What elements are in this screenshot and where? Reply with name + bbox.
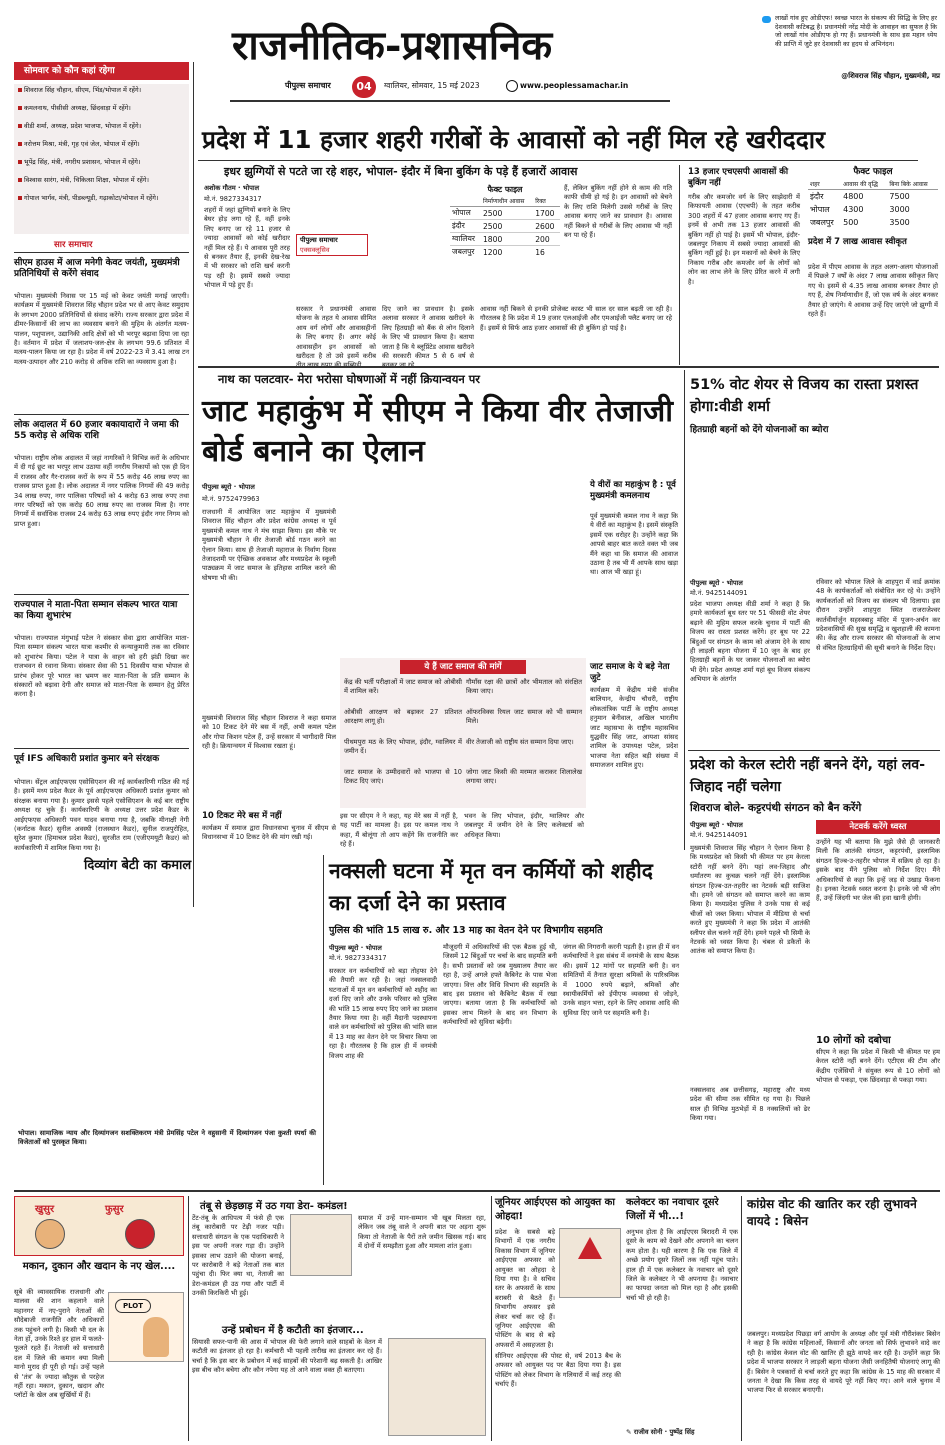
prabodhan-cartoon — [388, 1338, 486, 1436]
naxal-headline: नक्सली घटना में मृत वन कर्मियों को शहीद का दर्जा देने का प्रस्ताव — [329, 859, 653, 915]
table-row: इंदौर 2500 2600 — [450, 220, 560, 233]
comic-title-b: फुसुर — [105, 1204, 124, 1215]
plot-speech-bubble: PLOT — [115, 1299, 151, 1313]
naxal-col-1: सरकार वन कर्मचारियों को बड़ा तोहफा देने की तैयारी कर रही है। जहां नक्सलवादी घटनाओं में मृत वन कर्मचारियों को शहीद का दर्जा दिए जाने और उनके परिवार को पुलिस की भांति 15 लाख रुपए दिए जाने का प्रस्ताव तैयार किया गया है। वहीं मैदानी पदस्थापना वाले वन कर्मचारियों को पुलिस की भांति साल में 13 माह का वेतन देने पर विचार किया जा रहा है। गौरतलब है कि हाल ही में वनमंत्री विजय शाह की — [329, 967, 437, 1060]
comic-body: सूबे की व्यावसायिक राजधानी और मालवा की शान कहलाने वाले महानगर में नए-पुराने नेताओं की सौदेबाजी राजनीति और अधिकारों तक पहुंचने लगी है। किसी भी दल के नेता हों, उनके रिश्ते हर हाल में फलते-फूलते रहते हैं। नेताजी को सत्ताधारी दल में जिले की कमान क्या मिली मानो मुराद ही पूरी हो गई। उन्हें पहले से 'तंत्र' के ज्यादा कौतुक से परहेज नहीं रहा। मकान, दुकान, खदान और प्लॉटों के खेल अब सुर्खियों में हैं। — [14, 1288, 104, 1400]
schedule-item: नरोत्तम मिश्रा, मंत्री, गृह एवं जेल, भोपाल में रहेंगे। — [18, 140, 186, 158]
cartoon-figure-icon — [143, 1317, 169, 1357]
byline: पीपुल्स ब्यूरो · भोपाल — [690, 579, 743, 587]
naxal-col-3: जंगल की निगरानी करनी पड़ती है। हाल ही में वन कर्मचारियों ने इस संबंध में वनमंत्री के साथ बैठक की। इसमें 12 मांगों पर सहमति बनी है। वन समितियों में तैनात सुरक्षा श्रमिकों के पारिश्रमिक में 1000 रुपये बढ़ाने, श्रमिकों और स्थायीकर्मियों को ईपीएफ व्यवस्था से जोड़ने, उनके वाहन भत्ता, रहने के लिए आवास आदि की सुविधा दिए जाने पर सहमति बनी है। — [563, 943, 679, 1017]
divyang-photo — [18, 879, 316, 1127]
ten-arrested-head: 10 लोगों को दबोचा — [816, 1035, 891, 1046]
cm-portrait — [703, 14, 757, 86]
ahp-title: 13 हजार एचएसपी आवासों की बुकिंग नहीं — [688, 167, 789, 188]
divyang-feature — [14, 855, 320, 1185]
lead-col-4: हैं, लेकिन बुकिंग नहीं होने से काम की गति काफी धीमी हो गई है। इन आवासों को बेचने के लिए राशि मिलेगी उससे गरीबों के लिए आवास बनाए जाने का प्रावधान है। आवास नहीं बिकने से गरीबों के लिए आवास भी नहीं बन पा रहे हैं। — [564, 184, 672, 240]
jat-col-1b: मुख्यमंत्री शिवराज सिंह चौहान शिवराज ने कहा समाज को 10 टिकट देने मेरे बस में नहीं, अभी कमल पटेल और गोपा किशन पटेल हैं, उन्हें सरकार में भागीदारी मिल रही है। क्रियान्वयन में विश्वास रखता हूं। — [202, 714, 336, 751]
plot-cartoon — [108, 1292, 184, 1362]
bisen-headline: कांग्रेस वोट की खातिर कर रही लुभावने वायदे : बिसेन — [747, 1197, 917, 1228]
story-body: भोपाल। राज्यपाल मंगुभाई पटेल ने संस्कार सेवा द्वारा आयोजित माता-पिता सम्मान संकल्प भारत यात्रा कश्मीर से कन्याकुमारी तक का रविवार को शुभारंभ किया। पटेल ने यात्रा के वाहन को हरी झंडी दिखा कर राजभवन से रवाना किया। संस्कार सेवा की 51 दिवसीय यात्रा भोपाल से प्रारंभ होकर पूरे भारत का भ्रमण कर माता-पिता के प्रति सम्मान के संस्कारों को बढ़ावा देगी और समाज को माता-पिता के सम्मान हेतु प्रेरित करना है। — [14, 634, 189, 699]
tambu-sub-body: सियासी सफर-पानी की आस में भोपाल की फेरी लगाने वाले साहबों के वेतन में कटौती का इंतजार हो रहा है। कर्मचारी भी पहली तारीख का इंतजार कर रहे हैं। चर्चा है कि इस बार के प्रबोधन में कई साहबों की परेशानी बढ़ सकती है। आखिर इस बीच कौन बचेगा और कौन नपेगा यह तो आने वाला वक्त ही बताएगा। — [192, 1338, 382, 1375]
schedule-item: भूपेंद्र सिंह, मंत्री, नगरीय प्रशासन, भोपाल में रहेंगे। — [18, 158, 186, 176]
lead-col-5: आवास नहीं बिकने से इनकी प्रोजेक्ट कास्ट भी साल दर साल बढ़ती जा रही है। गौरतलब है कि प्रदेश में 19 हजार एलआईजी और एमआईजी फ्लैट बनाए जा रहे हैं। इसमें से सिर्फ आठ हजार आवासों की ही बुकिंग हो पाई है। — [480, 305, 672, 332]
byline-mobile: मो.नं. 9752479963 — [202, 495, 260, 503]
table-row: शहर आवास की वृद्धि बिना बिके आवास — [808, 179, 938, 190]
schedule-item: गोपाल भार्गव, मंत्री, पीडब्ल्यूडी, गढ़ाकोटा/भोपाल में रहेंगे। — [18, 194, 186, 212]
network-body: उन्होंने यह भी बताया कि मुझे जैसे ही जानकारी मिली कि आतंकी संगठन, कट्टरपंथी, इस्लामिक संगठन हिज्ब-उ-तहरीर भोपाल में सक्रिय हो रहा है। इसके बाद मैंने पुलिस को निर्देश दिए। मैंने अधिकारियों से कहा कि इन्हें जड़ से उखाड़ फेंकना है। इनका नेटवर्क ध्वस्त करना है। इनके जो भी लोग हैं, उन्हें जिंदगी भर जेल की हवा खानी होगी। — [816, 838, 940, 903]
cartoon-face-icon — [35, 1219, 65, 1249]
kamalnath-quote-head: ये वीरों का महाकुंभ है : पूर्व मुख्यमंत्री कमलनाथ — [590, 480, 676, 501]
demand-item: जाट समाज के उम्मीदवारों को भाजपा से 10 टिकट दिए जाएं। — [344, 768, 462, 786]
vd-body: प्रदेश भाजपा अध्यक्ष वीडी शर्मा ने कहा है कि हमारे कार्यकर्ता बूथ स्तर पर 51 फीसदी वोट शेयर बढ़ाने की मुहिम सफल करके चुनाव में पार्टी की विजय का रास्ता प्रशस्त करेंगे। हर बूथ पर 22 बिंदुओं पर संगठन के काम को अंजाम देने के साथ ही लाड़ली बहना योजना में 10 जून के बाद हर हितग्राही बहनों के घर जाकर योजनाओं का ब्योरा भी देंगे। प्रदेश अध्यक्ष शर्मा यहां बूथ विजय संकल्प अभियान के अंतर्गत — [690, 600, 810, 684]
globe-icon — [506, 80, 518, 92]
ias-column — [495, 1196, 621, 1441]
demand-item: केंद्र की भर्ती परीक्षाओं में जाट समाज को ओबीसी में शामिल करें। — [344, 678, 462, 696]
arrow-up-icon — [578, 1237, 602, 1259]
table-row: भोपाल 4300 3000 — [810, 205, 910, 214]
cartoon-face-icon — [125, 1219, 155, 1249]
story-body: भोपाल। राष्ट्रीय लोक अदालत में जहां नागरिकों ने विभिन्न करों के अधिभार में दी गई छूट का भरपूर लाभ उठाया वहीं नगरीय निकायों को एक ही दिन में राजस्व और गैर-राजस्व करों के रूप में 55 करोड़ 46 लाख रुपए का राजस्व प्राप्त हुआ है। लोक अदालत में नगर पालिक निगमों की 49 करोड़ 34 लाख रुपए, नगर पालिका परिषदों को 4 करोड़ 63 लाख रुपए तथा नगर परिषदों को एक करोड़ 60 लाख रुपए का राजस्व मिला है। नगर निगमों में सर्वाधिक राजस्व 24 करोड़ 63 लाख रुपए इंदौर नगर निगम को प्राप्त हुआ। — [14, 454, 189, 528]
story-headline: सीएम हाउस में आज मनेगी केवट जयंती, मुख्यमंत्री प्रतिनिधियों से करेंगे संवाद — [14, 258, 180, 279]
naxal-subhead: पुलिस की भांति 15 लाख रु. और 13 माह का वेतन देने पर विभागीय सहमति — [329, 925, 603, 936]
demands-title: ये हैं जाट समाज की मांगें — [400, 660, 526, 674]
vd-headline: 51% वोट शेयर से विजय का रास्ता प्रशस्त होगा:वीडी शर्मा — [690, 377, 919, 415]
tweet-author: @शिवराज सिंह चौहान, मुख्यमंत्री, मप्र — [841, 72, 940, 80]
section-title: राजनीतिक-प्रशासनिक — [232, 22, 553, 69]
growth-arrow-cartoon — [559, 1228, 621, 1298]
lead-col-1: शहरों में जहां झुग्गियों बनाने के लिए बेघर होड़ लगा रहे हैं, वहीं इनके लिए बनाए जा रहे 11 हजार से ज्यादा आवासों को कोई खरीदार नहीं मिल रहे हैं। ये आवास पूरी तरह से बनकर तैयार हैं, इनकी देख-रेख में भी सरकार को राशि खर्च करनी पड़ रही है। इसमें सबसे ज्यादा भोपाल में पड़े हुए हैं। — [204, 206, 290, 290]
comic-column — [14, 1196, 184, 1441]
table-row: ग्वालियर 1800 200 — [450, 233, 560, 246]
paper-name: पीपुल्स समाचार — [285, 81, 331, 90]
kerala-body-2: नक्सलवाद अब छत्तीसगढ़, महाराष्ट्र और मध्य प्रदेश की सीमा तक सीमित रह गया है। पिछले साल ही विभिन्न मुठभेड़ों में 8 नक्सलियों को ढेर किया गया। — [690, 1086, 810, 1123]
ahp-fact-table — [808, 165, 938, 235]
network-label: नेटवर्क करेंगे ध्वस्त — [816, 820, 940, 834]
schedule-item: शिवराज सिंह चौहान, सीएम, भिंड/भोपाल में रहेंगे। — [18, 86, 186, 104]
vd-body-2: रविवार को भोपाल जिले के शाहपुरा में वार्ड क्रमांक 48 के कार्यकर्ताओं को संबोधित कर रहे थे। उन्होंने कार्यकर्ताओं को विजय का संकल्प भी दिलाया। इस दौरान उन्होंने शाहपुरा स्थित राजराजेश्वर कार्तवीर्यार्जुन सहस्त्रबाहु मंदिर में पूजन-अर्चन कर प्रदेशवासियों की सुख समृद्धि व खुशहाली की कामना की। केंद्र और राज्य सरकार की योजनाओं के लाभ से वंचित हितग्राहियों की सूची बनाने के निर्देश दिए। — [816, 578, 940, 652]
byline: पीपुल्स ब्यूरो · भोपाल — [690, 821, 743, 829]
leaders-body: कार्यक्रम में केंद्रीय मंत्री संजीव बालियान, केन्द्रीय चौधरी, राष्ट्रीय लोकतांत्रिक पार्टी के राष्ट्रीय अध्यक्ष हनुमान बेनीवाल, अखिल भारतीय जाट महासभा के राष्ट्रीय महासचिव युद्धवीर सिंह जाट, आयशा सांसद शामिल के उपाध्यक्ष पटेल, प्रदेश भाजपा नेता सहित बड़ी संख्या में समाजजन शामिल हुए। — [590, 686, 678, 770]
lead-fact-table — [450, 184, 560, 302]
demand-item: ऑफरविक्स रियल जाट समाज को भी सम्मान मिले। — [466, 708, 582, 726]
table-row: जबलपुर 500 3500 — [810, 218, 910, 227]
dateline: ग्वालियर, सोमवार, 15 मई 2023 — [384, 81, 480, 90]
ahp-box — [684, 165, 939, 365]
ten-arrested-body: सीएम ने कहा कि प्रदेश में किसी भी कीमत पर हम केरल स्टोरी नहीं बनने देंगे। एटीएस की टीम और केंद्रीय एजेंसियों ने संयुक्त रूप से 10 लोगों को भोपाल से पकड़ा, एक छिंदवाड़ा से पकड़ा गया। — [816, 1048, 940, 1085]
exclusive-tag-paper: पीपुल्स समाचार — [300, 236, 338, 244]
bisen-column — [745, 1196, 940, 1441]
byline-mobile: मो.नं. 9425144091 — [690, 831, 748, 839]
demand-item: गौमाँस रक्षा की छात्रों और भीमताल को संरक्षित किया जाए। — [466, 678, 582, 696]
divyang-caption: भोपाल। सामाजिक न्याय और दिव्यांगजन सशक्तिकरण मंत्री प्रेमसिंह पटेल ने वहुसानी में दिव्यांगजन पंजा कुश्ती स्पर्धा की विजेताओं को पुरस्कृत किया। — [18, 1129, 316, 1147]
exclusive-tag-label: एक्सक्लूसिव — [300, 246, 330, 254]
demand-item: ओबीसी आरक्षण को बढ़ाकर 27 प्रतिशत आरक्षण लागू हो। — [344, 708, 462, 726]
naxal-col-2: मौजूदगी में अधिकारियों की एक बैठक हुई थी, जिसमें 12 बिंदुओं पर चर्चा के बाद सहमति बनी है। सभी प्रस्तावों को जब मुख्यालय तैयार कर रहा है, उन्हें अगले हफ्ते कैबिनेट के पास भेजा जाएगा। वित्त और विधि विभाग की सहमति के बाद इस प्रस्ताव को कैबिनेट बैठक में रखा जाएगा। बताया जाता है कि कर्मचारियों को इसका लाभ मिलने के बाद वन विभाग के कर्मचारियों को सुविधा बढ़ेगी। — [443, 943, 557, 1027]
collector-headline: कलेक्टर का नवाचार दूसरे जिलों में भी...! — [626, 1197, 719, 1222]
byline-mobile: मो.नं. 9827334317 — [204, 195, 262, 203]
jat-col-3b: भवन के लिए भोपाल, इंदौर, ग्वालियर और जबलपुर में जमीन देने के लिए कलेक्टर्स को अधिकृत किया। — [464, 812, 584, 839]
ahp-sub-headline: प्रदेश में 7 लाख आवास स्वीकृत — [808, 237, 907, 247]
lead-col-2: सरकार ने प्रधानमंत्री आवास योजना के तहत ये आवास सीमित आय वर्ग लोगों और आवासहीनों के लिए बनाए हैं। अगर कोई आवासहीन इन आवासों को खरीदता है तो उसे इसमें करीब — [296, 305, 376, 361]
schedule-item: विश्वास सारंग, मंत्री, चिकित्सा शिक्षा, भोपाल में रहेंगे। — [18, 176, 186, 194]
vd-subhead: हितग्राही बहनों को देंगे योजनाओं का ब्योरा — [690, 425, 829, 435]
jat-story — [198, 370, 680, 850]
table-row: जबलपुर 1200 16 — [452, 247, 545, 257]
page-number: 04 — [352, 76, 376, 98]
lead-subhead: इधर झुग्गियों से पटते जा रहे शहर, भोपाल- इंदौर में बिना बुकिंग के पड़े हैं हजारों आवास — [224, 165, 578, 178]
twitter-icon — [762, 16, 771, 23]
ahp-table — [808, 179, 938, 229]
story-body: भोपाल। मुख्यमंत्री निवास पर 15 मई को केवट जयंती मनाई जाएगी। कार्यक्रम में मुख्यमंत्री शिवराज सिंह चौहान प्रदेश भर से आए केवट समुदाय के लगभग 2000 प्रतिनिधियों से संवाद करेंगे। राज्य सरकार द्वारा प्रदेश में ढीमर-किसानों की लाभ का व्यवसाय बनाने की मुहिम के अंतर्गत मत्स्य-पालन, पशुपालन, उद्यानिकी आदि क्षेत्रों को भी भरपूर बढ़ावा दिया जा रहा है। वर्तमान में प्रदेश में जलाशय-जल-क्षेत्र के लगभग 99.6 प्रतिशत में मत्स्य-पालन किया जा रहा है। प्रदेश में वर्ष 2022-23 में 3.41 लाख टन मत्स्य-उत्पादन और 210 करोड़ से अधिक राशि का व्यवसाय हुआ है। — [14, 292, 189, 366]
byline: पीपुल्स ब्यूरो · भोपाल — [329, 944, 382, 952]
ias-body: प्रदेश के सबसे बड़े विभागों में एक नगरीय विकास विभाग में जूनियर आईएएस अफसर को आयुक्त का ओहदा दे दिया गया है। वे सचिव स्तर के अफसरों के साथ बराबरी से बैठते हैं। विभागीय अफसर इसे लेकर चर्चा कर रहे हैं। जूनियर आईएएस की पोस्टिंग के बाद से बड़े अफसरों में असहजता है। — [495, 1228, 555, 1349]
demand-item: जोगा जाट किसी की मरम्मत कराकर शिलालेख लगाया जाए। — [466, 768, 582, 786]
story-headline: लोक अदालत में 60 हजार बकायादारों ने जमा की 55 करोड़ से अधिक राशि — [14, 420, 179, 441]
byline: पीपुल्स ब्यूरो · भोपाल — [202, 483, 255, 491]
kerala-subhead: शिवराज बोले- कट्टरपंथी संगठन को बैन करेंगे — [690, 802, 862, 814]
jat-sub-10-tickets: 10 टिकट मेरे बस में नहीं — [202, 811, 282, 821]
divyang-title: दिव्यांग बेटी का कमाल — [84, 858, 192, 873]
kerala-story — [688, 754, 940, 1199]
table-row: निर्माणाधीन आवास रिक्त — [450, 196, 560, 207]
sar-samachar-label: सार समाचार — [54, 240, 93, 250]
jat-col-2b: इस पर सीएम ने ने कहा, यह मेरे बस में नहीं है, यह पार्टी का मामला है। इस पर कमल नाथ ने कहा, मैं बोलूंगा तो आप कहेंगे कि राजनीति कर रहे हैं। — [340, 812, 458, 849]
exclusive-tag — [296, 234, 368, 256]
jat-event-photo — [340, 480, 586, 655]
tambu-sub-headline: उन्हें प्रबोधन में है कटौती का इंतजार... — [222, 1325, 364, 1336]
jat-headline: जाट महाकुंभ में सीएम ने किया वीर तेजाजी बोर्ड बनाने का ऐलान — [202, 394, 674, 469]
schedule-item: वीडी शर्मा, अध्यक्ष, प्रदेश भाजपा, भोपाल में रहेंगे। — [18, 122, 186, 140]
naxal-story — [327, 855, 681, 1185]
ahp-sub-body: प्रदेश में पीएम आवास के तहत अलग-अलग योजनाओं में पिछले 7 वर्षों के अंदर 7 लाख आवास स्वीकृत किए गए थे। इसमें से 4.35 लाख आवास बनकर तैयार हो गए हैं, शेष निर्माणाधीन हैं, जो एक वर्ष के अंदर बनकर तैयार हो जाएंगे। ये आवास उन्हें दिए जाएंगे जो झुग्गी में रहते हैं। — [808, 263, 938, 319]
cm-tweet: लाखों गांव हुए ओडीएफ! स्वच्छ भारत के संकल्प की सिद्धि के लिए हर देशवासी कटिबद्ध है। प्रधानमंत्री नरेंद्र मोदी के आवाहन का सुफल है कि जो लाखों गांव ओडीएफ हो गए हैं। प्रधानमंत्री के साथ इस महान ध्येय की प्राप्ति में जुटे हर देशवासी का हृदय से अभिनंदन। — [775, 14, 937, 48]
bisen-body: जबलपुर। मध्यप्रदेश पिछड़ा वर्ग आयोग के अध्यक्ष और पूर्व मंत्री गौरीशंकर बिसेन ने कहा है कि कांग्रेस महिलाओं, किसानों और जनता को सिर्फ लुभावने वादे कर रही है। कांग्रेस केवल वोट की खातिर ही झूठे वायदे कर रही है। उन्होंने कहा कि प्रदेश में भाजपा सरकार ने लाड़ली बहना योजना जैसी जनहितैषी योजनाएं लागू की हैं। बिसेन ने पत्रकारों से चर्चा करते हुए कहा कि कांग्रेस के 15 माह की सरकार में जनता ने देखा कि किस तरह से वायदे पूरे नहीं किए गए। आने वाले चुनाव में भाजपा फिर से सरकार बनाएगी। — [747, 1330, 940, 1395]
tambu-body-2: समाज में उन्हें मान-सम्मान भी खूब मिलता रहा, लेकिन जब तंबू वाले ने अपनी बात पर अड़ना शुरू किया तो नेताजी के पैरों तले जमीन खिसक गई। बाद में दोनों में समझौता हुआ और मामला शांत हुआ। — [358, 1214, 486, 1251]
tambu-cartoon — [290, 1214, 352, 1276]
collector-body: अनुभव होता है कि आईएएस बिरादरी में एक दूसरे के काम को देखने और अपनाने का चलन कम होता है। यही कारण है कि एक जिले में अच्छे प्रयोग दूसरे जिलों तक नहीं पहुंच पाते। हाल ही में एक कलेक्टर के नवाचार को दूसरे जिले के कलेक्टर ने भी अपनाया है। नवाचार का फायदा जनता को मिल रहा है और इसकी चर्चा भी हो रही है। — [626, 1228, 738, 1302]
jat-col-1: राजधानी में आयोजित जाट महाकुंभ में मुख्यमंत्री शिवराज सिंह चौहान और प्रदेश कांग्रेस अध्यक्ष व पूर्व मुख्यमंत्री कमल नाथ ने मंच साझा किया। इस मौके पर मुख्यमंत्री चौहान ने वीर तेजाजी बोर्ड गठन करने का ऐलान किया। साथ ही तेजाजी महाराज के निर्वाण दिवस तेजादशमी पर ऐच्छिक अवकाश और मध्यप्रदेश के स्कूली पाठ्यक्रम में जाट समाज के इतिहास शामिल करने की घोषणा भी की। — [202, 508, 336, 582]
demands-box — [340, 658, 586, 808]
story-body: भोपाल। सेंट्रल आईएफएस एसोसिएशन की नई कार्यकारिणी गठित की गई है। इसमें मध्य प्रदेश कैडर के पूर्व आईएफएस अधिकारी प्रशांत कुमार को संरक्षक बनाया गया है। कुमार इससे पहले एसोसिएशन के कई बार राष्ट्रीय अध्यक्ष रह चुके हैं। कार्यकारिणी के अध्यक्ष उत्तर प्रदेश कैडर के आईएफएस अधिकारी पवन यादव बनाया गया है, जबकि मीनाक्षी नेगी (कर्नाटक कैडर) सुनील अवस्थी (राजस्थान कैडर), सुनील राजपुरोहित, सुरेश कुमार (हिमाचल प्रदेश कैडर), सुरजीत राम (एजीएमयूटी कैडर) को कार्यकारिणी में शामिल किया गया है। — [14, 778, 189, 852]
vd-story — [688, 374, 940, 749]
bisen-press-photo — [747, 1234, 940, 1326]
kerala-body: मुख्यमंत्री शिवराज सिंह चौहान ने ऐलान किया है कि मध्यप्रदेश को किसी भी कीमत पर हम केरला स्टोरी नहीं बनने देंगे। यहां लव-जिहाद और धर्मांतरण का कुचक्र चलने नहीं देंगे। इस्लामिक संगठन हिज्ब-उत-तहरीर का नेटवर्क बड़ी साजिश थी। हमने जो संगठन को समाप्त करने का काम किया है। मध्यप्रदेश पुलिस ने उनके पास से कई चीजों को जब्त किया। भोपाल में मीडिया से चर्चा करते हुए मुख्यमंत्री ने कहा कि प्रदेश में आतंकी स्लीपर सेल चलने नहीं देंगे। हमने पहले भी सिमी के नेटवर्क को ध्वस्त किया है। चंबल से डकैतों के आतंक को समाप्त किया है। — [690, 844, 810, 956]
kerala-headline: प्रदेश को केरल स्टोरी नहीं बनने देंगे, यहां लव-जिहाद नहीं चलेगा — [690, 757, 926, 795]
ahp-table-title: फैक्ट फाइल — [853, 167, 893, 177]
table-row: इंदौर 4800 7500 — [810, 192, 910, 201]
tambu-column — [192, 1196, 488, 1441]
byline-mobile: मो.नं. 9425144091 — [690, 589, 748, 597]
jat-kicker: नाथ का पलटवार- मेरा भरोसा घोषणाओं में नहीं क्रियान्वयन पर — [218, 372, 480, 386]
leaders-head: जाट समाज के ये बड़े नेता जुटे — [590, 662, 670, 683]
ahp-body: गरीब और कमजोर वर्ग के लिए साझेदारी में किफायती आवास (एएचपी) के तहत करीब 300 शहरों में 47 हजार आवास बनाए गए हैं। इनमें से अभी तक 13 हजार आवासों की बुकिंग नहीं हो पाई है। इसमें भी भोपाल, इंदौर-जबलपुर निकाय में सबसे ज्यादा आवासों की बुकिंग नहीं हुई है। इन मकानों को बेचने के लिए निकाय गरीब और कमजोर वर्ग के लोगों को लोन का लाभ लेने के लिए प्रेरित करने में लगी है। — [688, 193, 800, 286]
vd-event-photo — [690, 438, 940, 576]
fact-table — [450, 196, 560, 258]
schedule-item: कमलनाथ, पीसीसी अध्यक्ष, छिंदवाड़ा में रहेंगे। — [18, 104, 186, 122]
tambu-headline: तंबू से छेड़छाड़ में उठ गया डेरा- कमंडल! — [200, 1201, 348, 1212]
comic-headline: मकान, दुकान और खदान के नए खेल.... — [22, 1261, 176, 1272]
table-row: भोपाल 2500 1700 — [450, 207, 560, 220]
ias-headline: जूनियर आईएएस को आयुक्त का ओहदा! — [495, 1197, 615, 1222]
collector-column — [626, 1196, 738, 1441]
comic-title-a: खुसुर — [35, 1204, 55, 1215]
website[interactable]: www.peoplessamachar.in — [520, 81, 629, 90]
comic-panel — [14, 1196, 184, 1256]
demand-item: वीर तेजाजी को राष्ट्रीय संत सम्मान दिया जाए। — [466, 738, 574, 746]
lead-headline: प्रदेश में 11 हजार शहरी गरीबों के आवासों को नहीं मिल रहे खरीददार — [202, 125, 826, 154]
tambu-body: टेंट-तंबू के आधिपत्य में फंसे ही एक तंबू कारोबारी पर टेढ़ी नजर पड़ी। सत्ताधारी संगठन के एक पदाधिकारी ने इस पर अपनी नजर गड़ा दी। उन्होंने इसका लाभ उठाने की योजना बनाई, पर कारोबारी ने बड़े नेताओं तक बात पहुंचा दी। फिर क्या था, नेताजी का डेरा-कमंडल ही उठ गया और पार्टी में उनकी किरकिरी भी हुई। — [192, 1214, 284, 1298]
story-headline: पूर्व IFS अधिकारी प्रशांत कुमार बने संरक्षक — [14, 754, 160, 764]
ias-body-2: सीनियर आईएएस की पोस्ट से, वर्ष 2013 बैच के अफसर को आयुक्त पद पर बैठा दिया गया है। इस पोस्टिंग को लेकर विभाग के गलियारों में कई तरह की चर्चाएं हैं। — [495, 1352, 621, 1389]
schedule-header: सोमवार को कौन कहां रहेगा — [14, 62, 189, 80]
lead-col-3: दिए जाने का प्रावधान है। इसके अलावा सरकार ने आवास खरीदने के लिए हितग्राही को बैंक से लोन दिलाने के लिए भी प्रावधान किया है। बताया जाता है कि ये ब्लूप्रिंटेड आवास खरीदने की सरकारी कीमत 5 से 6 वर्ष से — [382, 305, 474, 361]
demand-item: पीथमपुरा मठ के लिए भोपाल, इंदौर, ग्वालियर में जमीन दें। — [344, 738, 462, 756]
story-headline: राज्यपाल ने माता-पिता सम्मान संकल्प भारत यात्रा का किया शुभारंभ — [14, 600, 178, 621]
schedule-list — [14, 84, 189, 234]
byline-mobile: मो.नं. 9827334317 — [329, 954, 387, 962]
column-credit: ✎ राजीव सोनी · पुष्पेंद्र सिंह — [626, 1428, 695, 1436]
kamalnath-quote-body: पूर्व मुख्यमंत्री कमल नाथ ने कहा कि ये वीरों का महाकुंभ है। इसमें संस्कृति इसमें एक धरोहर है। उन्होंने कहा कि आपसे बाहर बात करते वक्त भी जब मैंने कहा था कि समाज की आवाज उठाना है तब भी मैं आपके साथ खड़ा था। आज भी खड़ा हूं। — [590, 512, 678, 577]
byline: अशोक गौतम · भोपाल — [204, 184, 260, 192]
jat-sub-10-body: कार्यक्रम में समाज द्वारा विधानसभा चुनाव में सीएम से विधानसभा में 10 टिकट देने की मांग रखी गई। — [202, 824, 336, 842]
fact-table-title: फैक्ट फाइल — [487, 185, 523, 194]
